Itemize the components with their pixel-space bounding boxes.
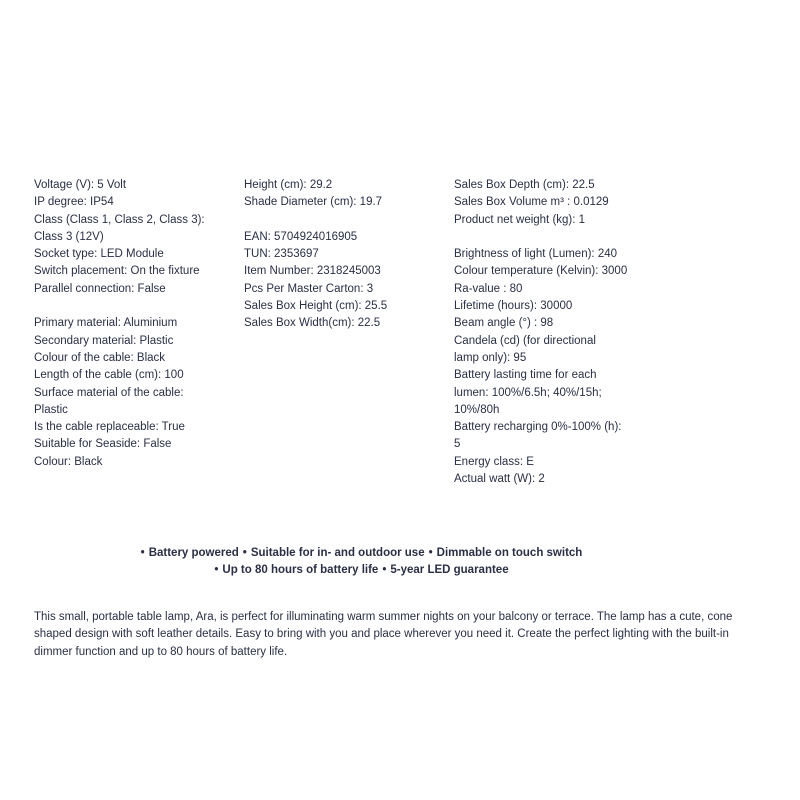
spec-column-3: [454, 177, 654, 488]
spec-line: Suitable for Seaside: False: [34, 438, 172, 451]
feature-item: Suitable for in- and outdoor use: [250, 547, 425, 559]
spec-column-2: [244, 177, 444, 333]
spec-line: 5: [454, 438, 461, 451]
spec-line: Is the cable replaceable: True: [34, 421, 185, 434]
spec-line: Sales Box Volume m³ : 0.0129: [454, 196, 609, 209]
spec-line: Sales Box Depth (cm): 22.5: [454, 179, 595, 191]
feature-item: Dimmable on touch switch: [436, 547, 583, 559]
feature-item: Battery powered: [148, 547, 239, 559]
spec-line: Socket type: LED Module: [34, 248, 164, 261]
spec-column-1: [34, 177, 234, 471]
spec-line: Plastic: [34, 403, 68, 416]
spec-line: Sales Box Width(cm): 22.5: [244, 317, 381, 330]
spec-line: Length of the cable (cm): 100: [34, 369, 184, 382]
feature-highlights: [0, 545, 723, 580]
spec-line: Beam angle (°) : 98: [454, 317, 554, 330]
bullet-icon: •: [140, 547, 145, 559]
spec-line: TUN: 2353697: [244, 248, 319, 261]
spec-spacer: [454, 229, 654, 246]
spec-spacer: [244, 212, 444, 229]
spec-line: Class 3 (12V): [34, 230, 104, 243]
spec-line: 10%/80h: [454, 403, 500, 416]
spec-line: Surface material of the cable:: [34, 386, 184, 399]
spec-line: lumen: 100%/6.5h; 40%/15h;: [454, 386, 602, 399]
spec-line: Actual watt (W): 2: [454, 473, 545, 486]
spec-line: Height (cm): 29.2: [244, 179, 333, 191]
spec-line: Primary material: Aluminium: [34, 317, 178, 330]
spec-line: Brightness of light (Lumen): 240: [454, 248, 618, 261]
spec-line: Shade Diameter (cm): 19.7: [244, 196, 383, 209]
bullet-icon: •: [214, 564, 219, 577]
spec-line: Energy class: E: [454, 455, 534, 468]
product-description: This small, portable table lamp, Ara, is perfect for illuminating warm summer nights on your balcony or terrace. The lamp has a cute, cone shaped design with soft leather details. Easy to bring with you and place wherever you need it. Create the perfect lighting with the built-in dimmer function and up to 80 hours of battery life.: [34, 611, 733, 658]
spec-line: Sales Box Height (cm): 25.5: [244, 300, 388, 313]
spec-line: Colour: Black: [34, 455, 103, 468]
bullet-icon: •: [382, 564, 387, 577]
spec-line: Lifetime (hours): 30000: [454, 300, 573, 313]
feature-item: 5-year LED guarantee: [390, 564, 509, 577]
bullet-icon: •: [428, 547, 433, 559]
spec-line: Switch placement: On the fixture: [34, 265, 200, 278]
spec-spacer: [34, 298, 234, 315]
spec-line: IP degree: IP54: [34, 196, 114, 209]
spec-line: Colour temperature (Kelvin): 3000: [454, 265, 628, 278]
spec-line: Battery recharging 0%-100% (h):: [454, 421, 622, 434]
spec-line: Item Number: 2318245003: [244, 265, 381, 278]
bullet-icon: •: [242, 547, 247, 559]
feature-line-1: [0, 545, 723, 562]
feature-line-2: [0, 562, 723, 579]
spec-line: Pcs Per Master Carton: 3: [244, 282, 374, 295]
spec-line: EAN: 5704924016905: [244, 230, 358, 243]
spec-line: Voltage (V): 5 Volt: [34, 179, 127, 191]
spec-line: Product net weight (kg): 1: [454, 213, 586, 226]
spec-line: Battery lasting time for each: [454, 369, 597, 382]
spec-line: Ra-value : 80: [454, 282, 523, 295]
spec-line: lamp only): 95: [454, 351, 527, 364]
spec-line: Candela (cd) (for directional: [454, 334, 596, 347]
spec-line: Parallel connection: False: [34, 282, 166, 295]
spec-line: Secondary material: Plastic: [34, 334, 174, 347]
spec-line: Class (Class 1, Class 2, Class 3):: [34, 213, 205, 226]
feature-item: Up to 80 hours of battery life: [222, 564, 379, 577]
spec-line: Colour of the cable: Black: [34, 351, 166, 364]
